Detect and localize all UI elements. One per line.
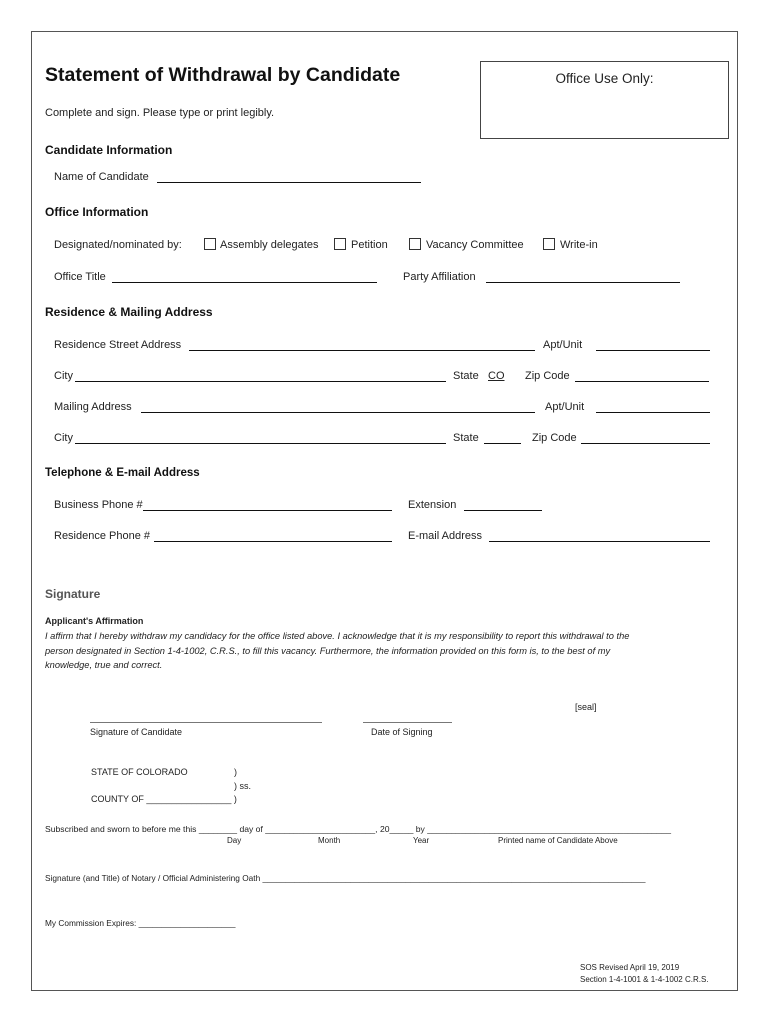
mailing-city-field[interactable] (75, 443, 446, 444)
affirmation-line-1: I affirm that I hereby withdraw my candidacy for the office listed above. I acknowledge that it is my responsibility to report this withdrawal to the (45, 631, 630, 641)
notary-paren: ) (234, 767, 237, 777)
candidate-name-label: Name of Candidate (54, 171, 149, 183)
extension-label: Extension (408, 499, 457, 511)
office-use-label: Office Use Only: (555, 71, 654, 86)
address-heading: Residence & Mailing Address (45, 305, 213, 319)
vacancy-committee-label: Vacancy Committee (426, 239, 524, 251)
mailing-zip-label: Zip Code (532, 432, 577, 444)
residence-street-field[interactable] (189, 350, 535, 351)
day-caption: Day (227, 836, 242, 845)
affirmation-heading: Applicant's Affirmation (45, 616, 144, 626)
mailing-zip-field[interactable] (581, 443, 710, 444)
mailing-address-field[interactable] (141, 412, 535, 413)
petition-checkbox[interactable] (334, 238, 346, 250)
statute-reference: Section 1-4-1001 & 1-4-1002 C.R.S. (580, 975, 709, 984)
residence-street-label: Residence Street Address (54, 339, 182, 351)
write-in-checkbox[interactable] (543, 238, 555, 250)
mailing-address-label: Mailing Address (54, 401, 132, 413)
contact-heading: Telephone & E-mail Address (45, 467, 200, 479)
business-phone-field[interactable] (143, 510, 392, 511)
date-of-signing-field[interactable] (363, 722, 452, 723)
candidate-name-field[interactable] (157, 182, 421, 183)
printed-name-caption: Printed name of Candidate Above (498, 836, 618, 845)
party-affiliation-field[interactable] (486, 282, 680, 283)
revision-note: SOS Revised April 19, 2019 (580, 963, 680, 972)
month-caption: Month (318, 836, 341, 845)
residence-state-label: State (453, 370, 479, 382)
residence-zip-label: Zip Code (525, 370, 570, 382)
affirmation-line-2: person designated in Section 1-4-1002, C.R.S., to fill this vacancy. Furthermore, the information provided on this form is, to the best of my (45, 646, 611, 656)
residence-phone-field[interactable] (154, 541, 392, 542)
mailing-state-field[interactable] (484, 443, 521, 444)
county-of[interactable]: COUNTY OF _________________ ) (91, 794, 237, 804)
write-in-label: Write-in (560, 239, 598, 251)
office-title-label: Office Title (54, 271, 106, 283)
residence-city-field[interactable] (75, 381, 446, 382)
email-field[interactable] (489, 541, 710, 542)
vacancy-committee-checkbox[interactable] (409, 238, 421, 250)
assembly-delegates-checkbox[interactable] (204, 238, 216, 250)
office-title-field[interactable] (112, 282, 377, 283)
mailing-city-label: City (54, 432, 73, 444)
commission-expires-line[interactable]: My Commission Expires: _____________________ (45, 918, 236, 928)
notary-signature-line[interactable]: Signature (and Title) of Notary / Official Administering Oath ___________________________________________________________________________________ (45, 873, 646, 883)
residence-apt-label: Apt/Unit (543, 339, 583, 351)
seal-label: [seal] (575, 702, 597, 712)
candidate-signature-field[interactable] (90, 722, 322, 723)
office-heading: Office Information (45, 205, 149, 219)
state-of-colorado: STATE OF COLORADO (91, 767, 188, 777)
email-label: E-mail Address (408, 530, 482, 542)
signature-caption: Signature of Candidate (90, 727, 183, 737)
date-caption: Date of Signing (371, 727, 433, 737)
candidate-heading: Candidate Information (45, 143, 173, 157)
mailing-apt-label: Apt/Unit (545, 401, 585, 413)
form-title: Statement of Withdrawal by Candidate (45, 64, 401, 86)
assembly-delegates-label: Assembly delegates (220, 239, 319, 251)
notary-ss: ) ss. (234, 781, 251, 791)
residence-state-value[interactable]: CO (488, 370, 505, 382)
business-phone-label: Business Phone # (54, 499, 143, 511)
residence-apt-field[interactable] (596, 350, 710, 351)
mailing-state-label: State (453, 432, 479, 444)
signature-heading: Signature (45, 587, 101, 601)
party-affiliation-label: Party Affiliation (403, 271, 476, 283)
instructions: Complete and sign. Please type or print legibly. (45, 107, 275, 119)
extension-field[interactable] (464, 510, 542, 511)
petition-label: Petition (351, 239, 388, 251)
affirmation-line-3: knowledge, true and correct. (45, 660, 163, 670)
residence-phone-label: Residence Phone # (54, 530, 151, 542)
designated-label: Designated/nominated by: (54, 239, 182, 251)
subscribed-sworn-line[interactable]: Subscribed and sworn to before me this ________ day of _______________________, 20_____ by ___________________________________________________ (45, 824, 671, 834)
office-use-box (480, 61, 729, 139)
year-caption: Year (413, 836, 430, 845)
mailing-apt-field[interactable] (596, 412, 710, 413)
residence-city-label: City (54, 370, 73, 382)
residence-zip-field[interactable] (575, 381, 709, 382)
